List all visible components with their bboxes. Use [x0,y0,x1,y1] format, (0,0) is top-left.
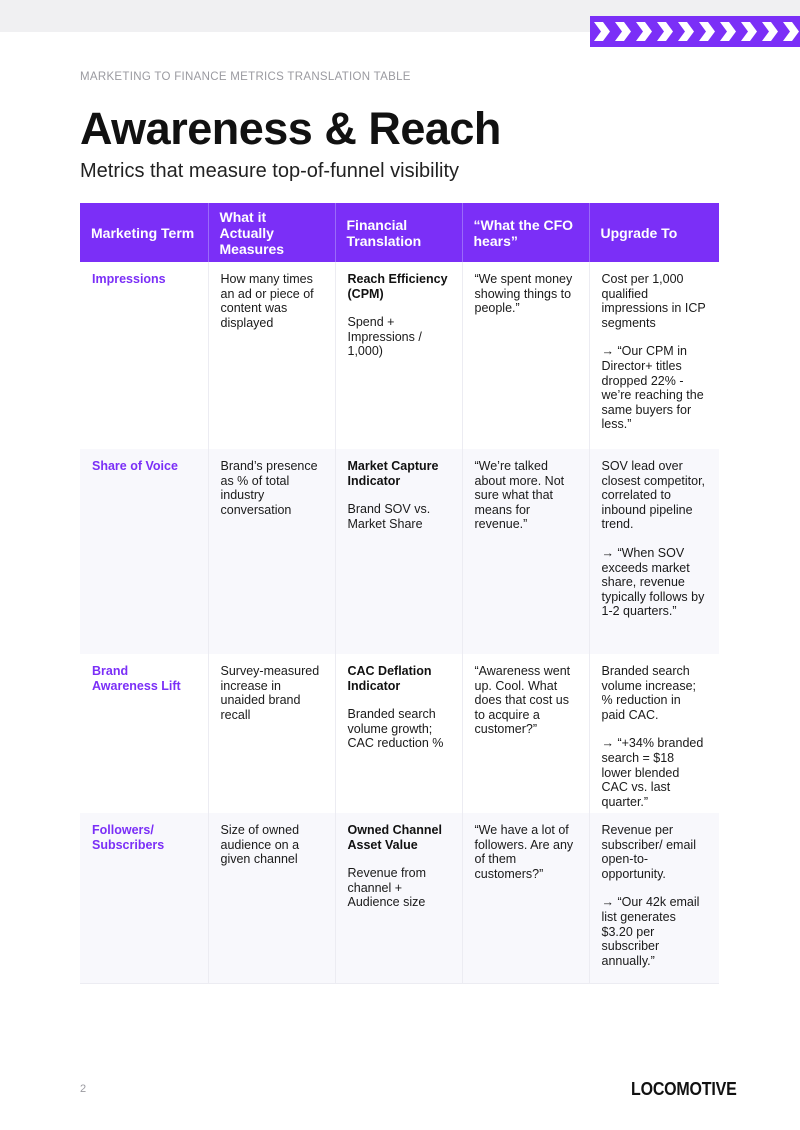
table-row [80,813,719,983]
financial-translation-cell [335,813,462,983]
marketing-term-cell: Followers/ Subscribers [80,813,208,983]
upgrade-to-cell [589,262,719,449]
table-header-row [80,203,719,262]
marketing-term-cell: Impressions [80,262,208,449]
cfo-hears-cell: “Awareness went up. Cool. What does that cost us to acquire a customer?” [462,654,589,813]
table-row [80,654,719,813]
cfo-hears-cell: “We have a lot of followers. Are any of them customers?” [462,813,589,983]
upgrade-to-metric: Cost per 1,000 qualified impressions in ICP segments [601,272,706,330]
upgrade-to-metric: Branded search volume increase; % reduction in paid CAC. [601,664,696,722]
chevron-pattern-icon [590,16,800,47]
column-header-financial-translation: Financial Translation [335,203,462,262]
column-header-marketing-term: Marketing Term [80,203,208,262]
upgrade-to-metric: Revenue per subscriber/ email open-to-opportunity. [601,823,696,881]
financial-translation-cell [335,654,462,813]
upgrade-to-quote: → “Our CPM in Director+ titles dropped 22% - we’re reaching the same buyers for less.” [601,344,704,432]
column-header-cfo-hears: “What the CFO hears” [462,203,589,262]
financial-translation-formula: Revenue from channel + Audience size [347,866,427,910]
upgrade-to-cell [589,449,719,654]
section-eyebrow: MARKETING TO FINANCE METRICS TRANSLATION TABLE [80,71,411,83]
cfo-hears-cell: “We spent money showing things to people.” [462,262,589,449]
measures-cell: Brand’s presence as % of total industry conversation [208,449,335,654]
column-header-upgrade-to: Upgrade To [589,203,719,262]
measures-cell: Size of owned audience on a given channel [208,813,335,983]
marketing-term-cell: Brand Awareness Lift [80,654,208,813]
upgrade-to-metric: SOV lead over closest competitor, correlated to inbound pipeline trend. [601,459,706,532]
page-subtitle: Metrics that measure top-of-funnel visibility [80,160,460,182]
upgrade-to-quote: → “Our 42k email list generates $3.20 per subscriber annually.” [601,895,700,968]
financial-translation-cell [335,449,462,654]
financial-translation-title: CAC Deflation Indicator [347,664,432,693]
table-row [80,262,719,449]
column-header-measures: What it Actually Measures [208,203,335,262]
financial-translation-title: Reach Efficiency (CPM) [347,272,448,301]
table-row [80,449,719,654]
upgrade-to-cell [589,654,719,813]
upgrade-to-cell [589,813,719,983]
upgrade-to-quote: → “+34% branded search = $18 lower blended CAC vs. last quarter.” [601,736,704,809]
financial-translation-title: Market Capture Indicator [347,459,439,488]
financial-translation-title: Owned Channel Asset Value [347,823,442,852]
cfo-hears-cell: “We’re talked about more. Not sure what that means for revenue.” [462,449,589,654]
metrics-table [80,203,719,984]
measures-cell: Survey-measured increase in unaided brand recall [208,654,335,813]
page-title: Awareness & Reach [80,103,501,154]
page-number: 2 [80,1083,87,1095]
financial-translation-formula: Brand SOV vs. Market Share [347,502,431,531]
financial-translation-formula: Spend + Impressions / 1,000) [347,315,422,359]
marketing-term-cell: Share of Voice [80,449,208,654]
locomotive-logo: LOCOMOTIVE [631,1080,737,1100]
financial-translation-cell [335,262,462,449]
measures-cell: How many times an ad or piece of content was displayed [208,262,335,449]
upgrade-to-quote: → “When SOV exceeds market share, revenue typically follows by 1-2 quarters.” [601,545,705,619]
financial-translation-formula: Branded search volume growth; CAC reduction % [347,707,444,751]
